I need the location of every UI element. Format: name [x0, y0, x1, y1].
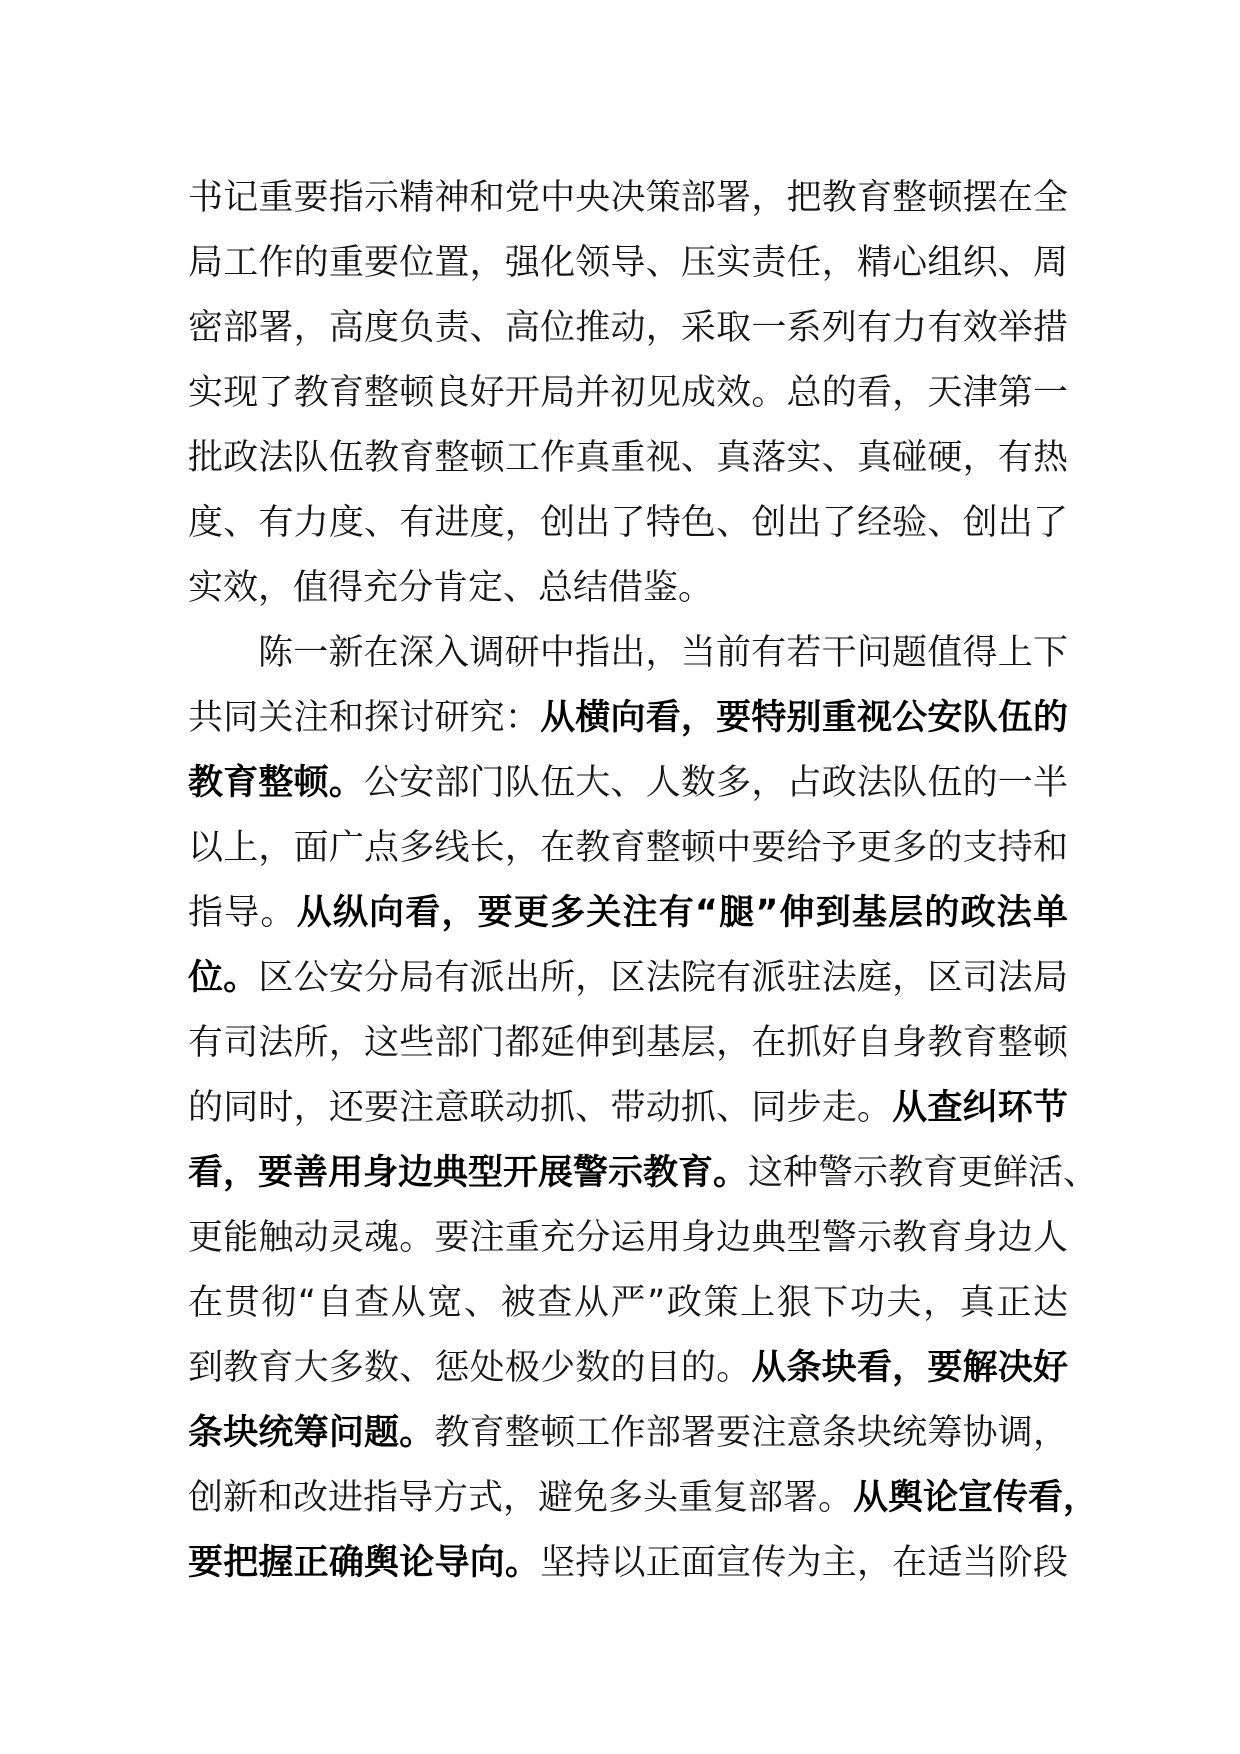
text-line	[188, 881, 1068, 946]
text-line	[188, 1531, 1068, 1596]
text-segment: 陈一新在深入调研中指出，当前有若干问题值得上下	[258, 633, 1068, 673]
text-segment: 坚持以正面宣传为主，在适当阶段	[540, 1543, 1068, 1583]
bold-text-segment: 从条块看，要解决好	[751, 1348, 1068, 1388]
text-line	[188, 946, 1068, 1011]
text-segment: 局工作的重要位置，强化领导、压实责任，精心组织、周	[188, 243, 1068, 283]
text-segment: 实现了教育整顿良好开局并初见成效。总的看，天津第一	[188, 373, 1068, 413]
text-line	[188, 361, 1068, 426]
text-segment: 在贯彻“自查从宽、被查从严”政策上狠下功夫，真正达	[188, 1283, 1068, 1323]
bold-text-segment: 位。	[188, 958, 259, 998]
text-segment: 有司法所，这些部门都延伸到基层，在抓好自身教育整顿	[188, 1023, 1068, 1063]
text-line	[188, 1076, 1068, 1141]
text-segment: 公安部门队伍大、人数多，占政法队伍的一半	[364, 763, 1068, 803]
text-segment: 的同时，还要注意联动抓、带动抓、同步走。	[188, 1088, 893, 1128]
text-segment: 密部署，高度负责、高位推动，采取一系列有力有效举措	[188, 308, 1068, 348]
text-segment: 以上，面广点多线长，在教育整顿中要给予更多的支持和	[188, 828, 1068, 868]
text-line	[188, 1206, 1068, 1271]
bold-text-segment: 看，要善用身边典型开展警示教育。	[188, 1153, 749, 1193]
bold-text-segment: 要把握正确舆论导向。	[188, 1543, 541, 1583]
text-line	[188, 1466, 1099, 1531]
text-line	[188, 621, 1068, 686]
text-segment: 教育整顿工作部署要注意条块统筹协调，	[434, 1413, 1068, 1453]
text-line	[188, 556, 1068, 621]
text-segment: 书记重要指示精神和党中央决策部署，把教育整顿摆在全	[188, 178, 1068, 218]
text-line	[188, 1271, 1068, 1336]
bold-text-segment: 从横向看，要特别重视公安队伍的	[540, 698, 1068, 738]
text-line	[188, 816, 1068, 881]
text-line	[188, 1401, 1068, 1466]
text-line	[188, 1141, 1099, 1206]
text-line	[188, 426, 1068, 491]
bold-text-segment: 从纵向看，要更多关注有“腿”伸到基层的政法单	[296, 893, 1068, 933]
text-segment: 共同关注和探讨研究：	[188, 698, 541, 738]
text-line	[188, 751, 1068, 816]
text-line	[188, 231, 1068, 296]
text-line	[188, 166, 1068, 231]
text-segment: 这种警示教育更鲜活、	[748, 1153, 1099, 1193]
body-text	[188, 166, 1099, 1596]
text-segment: 批政法队伍教育整顿工作真重视、真落实、真碰硬，有热	[188, 438, 1068, 478]
text-segment: 更能触动灵魂。要注重充分运用身边典型警示教育身边人	[188, 1218, 1068, 1258]
text-segment: 实效，值得充分肯定、总结借鉴。	[188, 568, 714, 608]
text-segment: 区公安分局有派出所，区法院有派驻法庭，区司法局	[258, 958, 1068, 998]
text-line	[188, 491, 1068, 556]
text-line	[188, 686, 1068, 751]
text-segment: 创新和改进指导方式，避免多头重复部署。	[188, 1478, 854, 1518]
text-line	[188, 1011, 1068, 1076]
bold-text-segment: 教育整顿。	[188, 763, 365, 803]
bold-text-segment: 条块统筹问题。	[188, 1413, 435, 1453]
text-segment: 度、有力度、有进度，创出了特色、创出了经验、创出了	[188, 503, 1068, 543]
text-line	[188, 296, 1068, 361]
text-segment: 到教育大多数、惩处极少数的目的。	[188, 1348, 752, 1388]
text-line	[188, 1336, 1068, 1401]
text-segment: 指导。	[188, 893, 297, 933]
bold-text-segment: 从查纠环节	[892, 1088, 1068, 1128]
bold-text-segment: 从舆论宣传看，	[853, 1478, 1099, 1518]
